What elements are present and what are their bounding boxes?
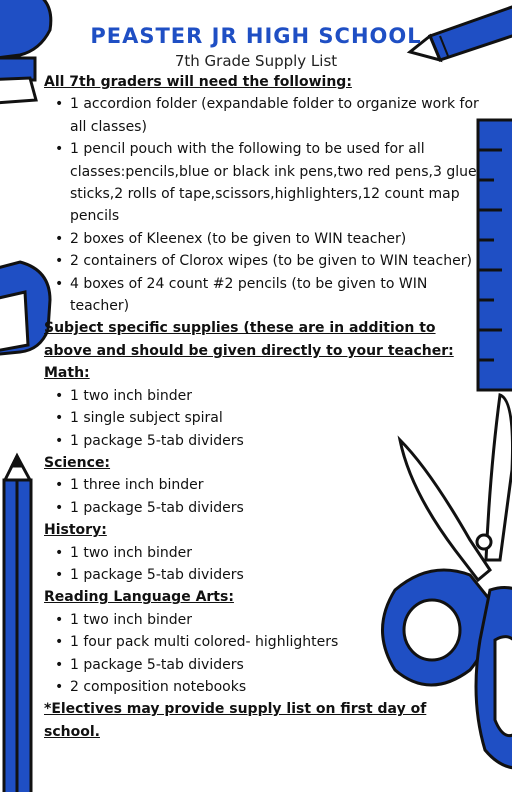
pencil-icon [4, 456, 31, 792]
list-item: • 1 two inch binder [44, 385, 484, 407]
list-item: • 2 containers of Clorox wipes (to be given to WIN teacher) [44, 250, 484, 272]
list-item: • 1 package 5-tab dividers [44, 564, 484, 586]
subject-specific-heading: Subject specific supplies (these are in addition to above and should be given directly to your teacher: [44, 320, 454, 359]
list-item: • 1 four pack multi colored- highlighters [44, 631, 484, 653]
school-title: PEASTER JR HIGH SCHOOL [90, 24, 422, 48]
list-item: • 1 accordion folder (expandable folder to organize work for all classes) [44, 93, 484, 138]
list-item: • 2 composition notebooks [44, 676, 484, 698]
list-item: • 2 boxes of Kleenex (to be given to WIN teacher) [44, 228, 484, 250]
list-item: • 1 three inch binder [44, 474, 484, 496]
list-item: • 1 two inch binder [44, 542, 484, 564]
general-list [44, 93, 484, 317]
list-item: • 1 pencil pouch with the following to be used for all classes:pencils,blue or black ink pens,two red pens,3 glue sticks,2 rolls of tape,scissors,highlighters,12 count map pencils [44, 138, 484, 228]
subject-heading-math: Math: [44, 365, 90, 382]
subject-heading-history: History: [44, 522, 107, 539]
history-list [44, 542, 484, 587]
list-item: • 1 single subject spiral [44, 407, 484, 429]
subject-heading-science: Science: [44, 454, 111, 471]
list-item: • 1 package 5-tab dividers [44, 497, 484, 519]
eraser-icon [0, 262, 50, 355]
list-item: • 1 two inch binder [44, 609, 484, 631]
page-subtitle: 7th Grade Supply List [174, 52, 338, 70]
list-item: • 1 package 5-tab dividers [44, 430, 484, 452]
science-list [44, 474, 484, 519]
supply-list [44, 71, 484, 743]
general-heading: All 7th graders will need the following: [44, 74, 352, 90]
subject-heading-reading: Reading Language Arts: [44, 589, 234, 606]
electives-note: *Electives may provide supply list on first day of school. [44, 701, 427, 740]
reading-list [44, 609, 484, 699]
list-item: • 1 package 5-tab dividers [44, 654, 484, 676]
math-list [44, 385, 484, 452]
list-item: • 4 boxes of 24 count #2 pencils (to be given to WIN teacher) [44, 273, 484, 318]
